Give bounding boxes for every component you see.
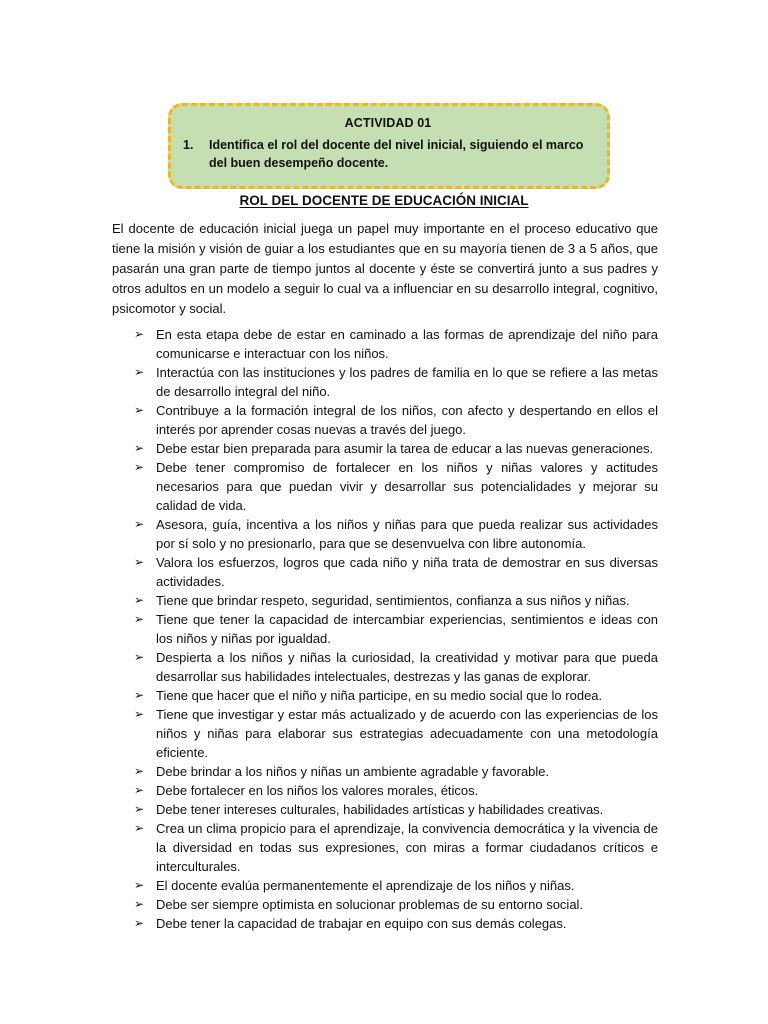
list-item-text: Tiene que brindar respeto, seguridad, sentimientos, confianza a sus niños y niñas.	[156, 593, 630, 608]
activity-task-number: 1.	[183, 138, 194, 152]
list-item-text: Debe ser siempre optimista en solucionar problemas de su entorno social.	[156, 897, 584, 912]
list-item-text: Tiene que investigar y estar más actualizado y de acuerdo con las experiencias de los niños y niñas para elaborar sus estrategias adecuadamente con una metodología eficiente.	[156, 707, 658, 760]
activity-task	[183, 136, 593, 172]
list-item	[134, 895, 658, 914]
list-item	[134, 876, 658, 895]
arrowhead-bullet-icon: ➢	[134, 327, 145, 341]
list-item-text: Tiene que hacer que el niño y niña participe, en su medio social que lo rodea.	[156, 688, 603, 703]
list-item	[134, 762, 658, 781]
list-item-text: Despierta a los niños y niñas la curiosidad, la creatividad y motivar para que pueda desarrollar sus habilidades intelectuales, destrezas y las ganas de explorar.	[156, 650, 658, 684]
arrowhead-bullet-icon: ➢	[134, 688, 145, 702]
arrowhead-bullet-icon: ➢	[134, 365, 145, 379]
arrowhead-bullet-icon: ➢	[134, 555, 145, 569]
arrowhead-bullet-icon: ➢	[134, 897, 145, 911]
list-item	[134, 781, 658, 800]
list-item-text: Debe brindar a los niños y niñas un ambiente agradable y favorable.	[156, 764, 550, 779]
list-item-text: Debe tener la capacidad de trabajar en equipo con sus demás colegas.	[156, 916, 567, 931]
list-item	[134, 648, 658, 686]
arrowhead-bullet-icon: ➢	[134, 612, 145, 626]
list-item-text: Debe tener compromiso de fortalecer en los niños y niñas valores y actitudes necesarios para que puedan vivir y desarrollar sus potencialidades y mejorar su calidad de vida.	[156, 460, 658, 513]
arrowhead-bullet-icon: ➢	[134, 764, 145, 778]
activity-box	[168, 103, 610, 189]
list-item	[134, 515, 658, 553]
arrowhead-bullet-icon: ➢	[134, 593, 145, 607]
list-item-text: El docente evalúa permanentemente el aprendizaje de los niños y niñas.	[156, 878, 575, 893]
activity-title: ACTIVIDAD 01	[344, 116, 432, 130]
list-item-text: En esta etapa debe de estar en caminado a las formas de aprendizaje del niño para comunicarse e interactuar con los niños.	[156, 327, 658, 361]
document-title: ROL DEL DOCENTE DE EDUCACIÓN INICIAL	[239, 193, 529, 208]
list-item	[134, 553, 658, 591]
list-item	[134, 325, 658, 363]
list-item-text: Asesora, guía, incentiva a los niños y niñas para que pueda realizar sus actividades por sí solo y no presionarlo, para que se desenvuelva con libre autonomía.	[156, 517, 658, 551]
list-item	[134, 819, 658, 876]
bullet-list	[134, 325, 658, 933]
list-item	[134, 439, 658, 458]
arrowhead-bullet-icon: ➢	[134, 441, 145, 455]
arrowhead-bullet-icon: ➢	[134, 821, 145, 835]
list-item-text: Valora los esfuerzos, logros que cada niño y niña trata de demostrar en sus diversas actividades.	[156, 555, 658, 589]
arrowhead-bullet-icon: ➢	[134, 707, 145, 721]
arrowhead-bullet-icon: ➢	[134, 650, 145, 664]
arrowhead-bullet-icon: ➢	[134, 460, 145, 474]
list-item	[134, 401, 658, 439]
list-item-text: Debe estar bien preparada para asumir la tarea de educar a las nuevas generaciones.	[156, 441, 654, 456]
list-item-text: Debe fortalecer en los niños los valores morales, éticos.	[156, 783, 479, 798]
list-item-text: Debe tener intereses culturales, habilidades artísticas y habilidades creativas.	[156, 802, 604, 817]
list-item	[134, 800, 658, 819]
arrowhead-bullet-icon: ➢	[134, 403, 145, 417]
arrowhead-bullet-icon: ➢	[134, 802, 145, 816]
activity-task-text: Identifica el rol del docente del nivel inicial, siguiendo el marco del buen desempeño docente.	[209, 138, 584, 170]
list-item-text: Tiene que tener la capacidad de intercambiar experiencias, sentimientos e ideas con los niños y niñas por igualdad.	[156, 612, 658, 646]
intro-paragraph: El docente de educación inicial juega un papel muy importante en el proceso educativo que tiene la misión y visión de guiar a los estudiantes que en su mayoría tienen de 3 a 5 años, que pasarán una gran parte de tiempo juntos al docente y éste se convertirá junto a sus padres y otros adultos en un modelo a seguir lo cual va a influenciar en su desarrollo integral, cognitivo, psicomotor y social.	[112, 221, 658, 316]
arrowhead-bullet-icon: ➢	[134, 916, 145, 930]
list-item	[134, 610, 658, 648]
list-item-text: Interactúa con las instituciones y los padres de familia en lo que se refiere a las metas de desarrollo integral del niño.	[156, 365, 658, 399]
list-item-text: Contribuye a la formación integral de los niños, con afecto y despertando en ellos el interés por aprender cosas nuevas a través del juego.	[156, 403, 658, 437]
list-item	[134, 686, 658, 705]
list-item	[134, 458, 658, 515]
list-item-text: Crea un clima propicio para el aprendizaje, la convivencia democrática y la vivencia de la diversidad en todas sus expresiones, con miras a formar ciudadanos críticos e interculturales.	[156, 821, 658, 874]
list-item	[134, 914, 658, 933]
arrowhead-bullet-icon: ➢	[134, 783, 145, 797]
list-item	[134, 705, 658, 762]
list-item	[134, 591, 658, 610]
list-item	[134, 363, 658, 401]
arrowhead-bullet-icon: ➢	[134, 517, 145, 531]
arrowhead-bullet-icon: ➢	[134, 878, 145, 892]
